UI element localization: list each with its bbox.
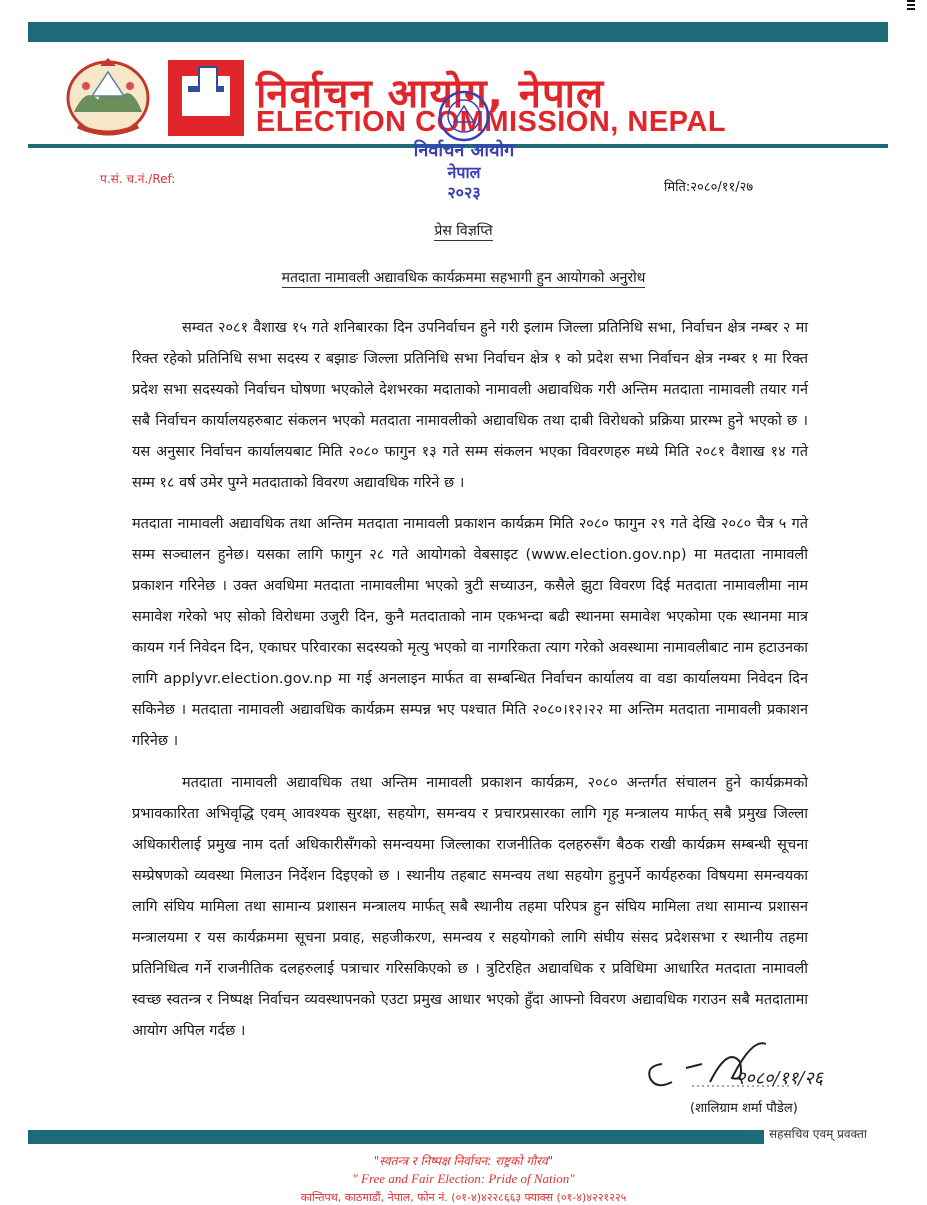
slogan-nepali: "स्वतन्त्र र निष्पक्ष निर्वाचन: राष्ट्रको गौरव"	[373, 1154, 554, 1168]
body-paragraph-1: सम्वत २०८१ वैशाख १५ गते शनिबारका दिन उपनिर्वाचन हुने गरी इलाम जिल्ला प्रतिनिधि सभा, निर्वाचन क्षेत्र नम्बर २ मा रिक्त रहेको प्रतिनिधि सभा सदस्य र बझाङ जिल्ला प्रतिनिधि सभा निर्वाचन क्षेत्र १ को प्रदेश सभा निर्वाचन क्षेत्र नम्बर १ मा रिक्त प्रदेश सभा सदस्यको निर्वाचन घोषणा भएकोले देशभरका मदाताको नामावली अद्यावधिक गरी अन्तिम मतदाता नामावली तयार गर्न सबै निर्वाचन कार्यालयहरुबाट संकलन भएको मतदाता नामावलीको अद्यावधिक तथा दाबी विरोधको प्रक्रिया प्रारम्भ हुने भएको छ । यस अनुसार निर्वाचन कार्यालयबाट मिति २०८० फागुन १३ गते सम्म संकलन भएका विवरणहरु मध्ये मिति २०८१ वैशाख १४ गते सम्म १८ वर्ष उमेर पुग्ने मतदाताको विवरण अद्यावधिक गरिने छ ।	[132, 320, 808, 491]
document-date: मिति:२०८०/११/२७	[664, 180, 754, 195]
body-paragraph-2: मतदाता नामावली अद्यावधिक तथा अन्तिम मतदाता नामावली प्रकाशन कार्यक्रम मिति २०८० फागुन २९ गते देखि २०८० चैत्र ५ गते सम्म सञ्चालन हुनेछ। यसका लागि फागुन २८ गते आयोगको वेबसाइट (www.election.gov.np) मा मतदाता नामावली प्रकाशन गरिनेछ । उक्त अवधिमा मतदाता नामावलीमा भएको त्रुटी सच्याउन, कसैले झुटा विवरण दिई मतदाता नामावलीमा नाम समावेश गरेको भए सोको विरोधमा उजुरी दिन, कुनै मतदाताको नाम एकभन्दा बढी स्थानमा समावेश भएकोमा एक स्थानमा मात्र कायम गर्न निवेदन दिन, एकाघर परिवारका सदस्यको मृत्यु भएको वा नागरिकता त्याग गरेको अवस्थामा नामावलीबाट नाम हटाउनका लागि applyvr.election.gov.np मा गई अनलाइन मार्फत वा सम्बन्धित निर्वाचन कार्यालय वा वडा कार्यालयमा निवेदन दिन सकिनेछ । मतदाता नामावली अद्यावधिक कार्यक्रम सम्पन्न भए पश्चात मिति २०८०।१२।२२ मा अन्तिम मतदाता नामावली प्रकाशन गरिनेछ ।	[132, 516, 808, 749]
slogan-english: " Free and Fair Election: Pride of Nation"	[352, 1171, 575, 1186]
header-top-band	[28, 22, 888, 42]
signatory-designation: सहसचिव एवम् प्रवक्ता	[769, 1127, 867, 1141]
reference-label: प.सं. च.नं./Ref:	[100, 172, 176, 186]
footer-address: कान्तिपथ, काठमाडौं, नेपाल, फोन नं. (०१-४)४२२८६६३ फ्याक्स (०१-४)४२२१२२५	[300, 1191, 627, 1204]
election-commission-logo	[168, 60, 244, 136]
body-paragraph-3: मतदाता नामावली अद्यावधिक तथा अन्तिम नामावली प्रकाशन कार्यक्रम, २०८० अन्तर्गत संचालन हुने कार्यक्रमको प्रभावकारिता अभिवृद्धि एवम् आवश्यक सुरक्षा, सहयोग, समन्वय र प्रचारप्रसारका लागि गृह मन्त्रालय मार्फत् सबै प्रमुख जिल्ला अधिकारीलाई प्रमुख नाम दर्ता अधिकारीसँगको समन्वयमा जिल्लाका राजनीतिक दलहरुसँग बैठक राखी कार्यक्रम सम्बन्धी सूचना सम्प्रेषणको व्यवस्था मिलाउन निर्देशन दिइएको छ । स्थानीय तहबाट समन्वय तथा सहयोग हुनुपर्ने कार्यहरुका विषयमा समन्वयका लागि संघिय मामिला तथा सामान्य प्रशासन मन्त्रालय मार्फत् सबै स्थानीय तहमा परिपत्र हुन संघिय मामिला तथा सामान्य प्रशासन मन्त्रालयमा र यस कार्यक्रममा सूचना प्रवाह, सहजीकरण, समन्वय र सहयोगको लागि संघीय संसद प्रदेशसभा र स्थानीय तहमा प्रतिनिधित्व गर्ने राजनीतिक दलहरुलाई पत्राचार गरिसकिएको छ । त्रुटिरहित अद्यावधिक र प्रविधिमा आधारित मतदाता नामावली स्वच्छ स्वतन्त्र र निष्पक्ष निर्वाचन व्यवस्थापनको एउटा प्रमुख आधार भएको हुँदा आफ्नो विवरण अद्यावधिक गराउन सबै मतदातामा आयोग अपिल गर्दछ ।	[132, 775, 808, 1039]
title-english: ELECTION COMMISSION, NEPAL	[256, 106, 727, 138]
seal-line2: नेपाल	[447, 163, 481, 182]
official-seal-stamp	[410, 86, 518, 206]
footer-band	[28, 1130, 764, 1144]
nepal-emblem-icon	[64, 56, 152, 136]
handwritten-signature	[640, 1038, 860, 1100]
subject-text: मतदाता नामावली अद्यावधिक कार्यक्रममा सहभागी हुन आयोगको अनुरोध	[281, 270, 646, 286]
seal-year: २०२३	[447, 183, 481, 202]
signature-date: २०८०/११/२६	[736, 1068, 824, 1089]
press-release-title-text: प्रेस विज्ञप्ति	[434, 223, 493, 239]
subject-line	[0, 268, 927, 287]
seal-line1: निर्वाचन आयोग	[413, 140, 515, 161]
corner-mark	[907, 0, 915, 12]
press-release-title	[0, 221, 927, 240]
title-nepali: निर्वाचन आयोग, नेपाल	[256, 71, 605, 117]
signatory-name: (शालिग्राम शर्मा पौडेल)	[690, 1101, 798, 1116]
